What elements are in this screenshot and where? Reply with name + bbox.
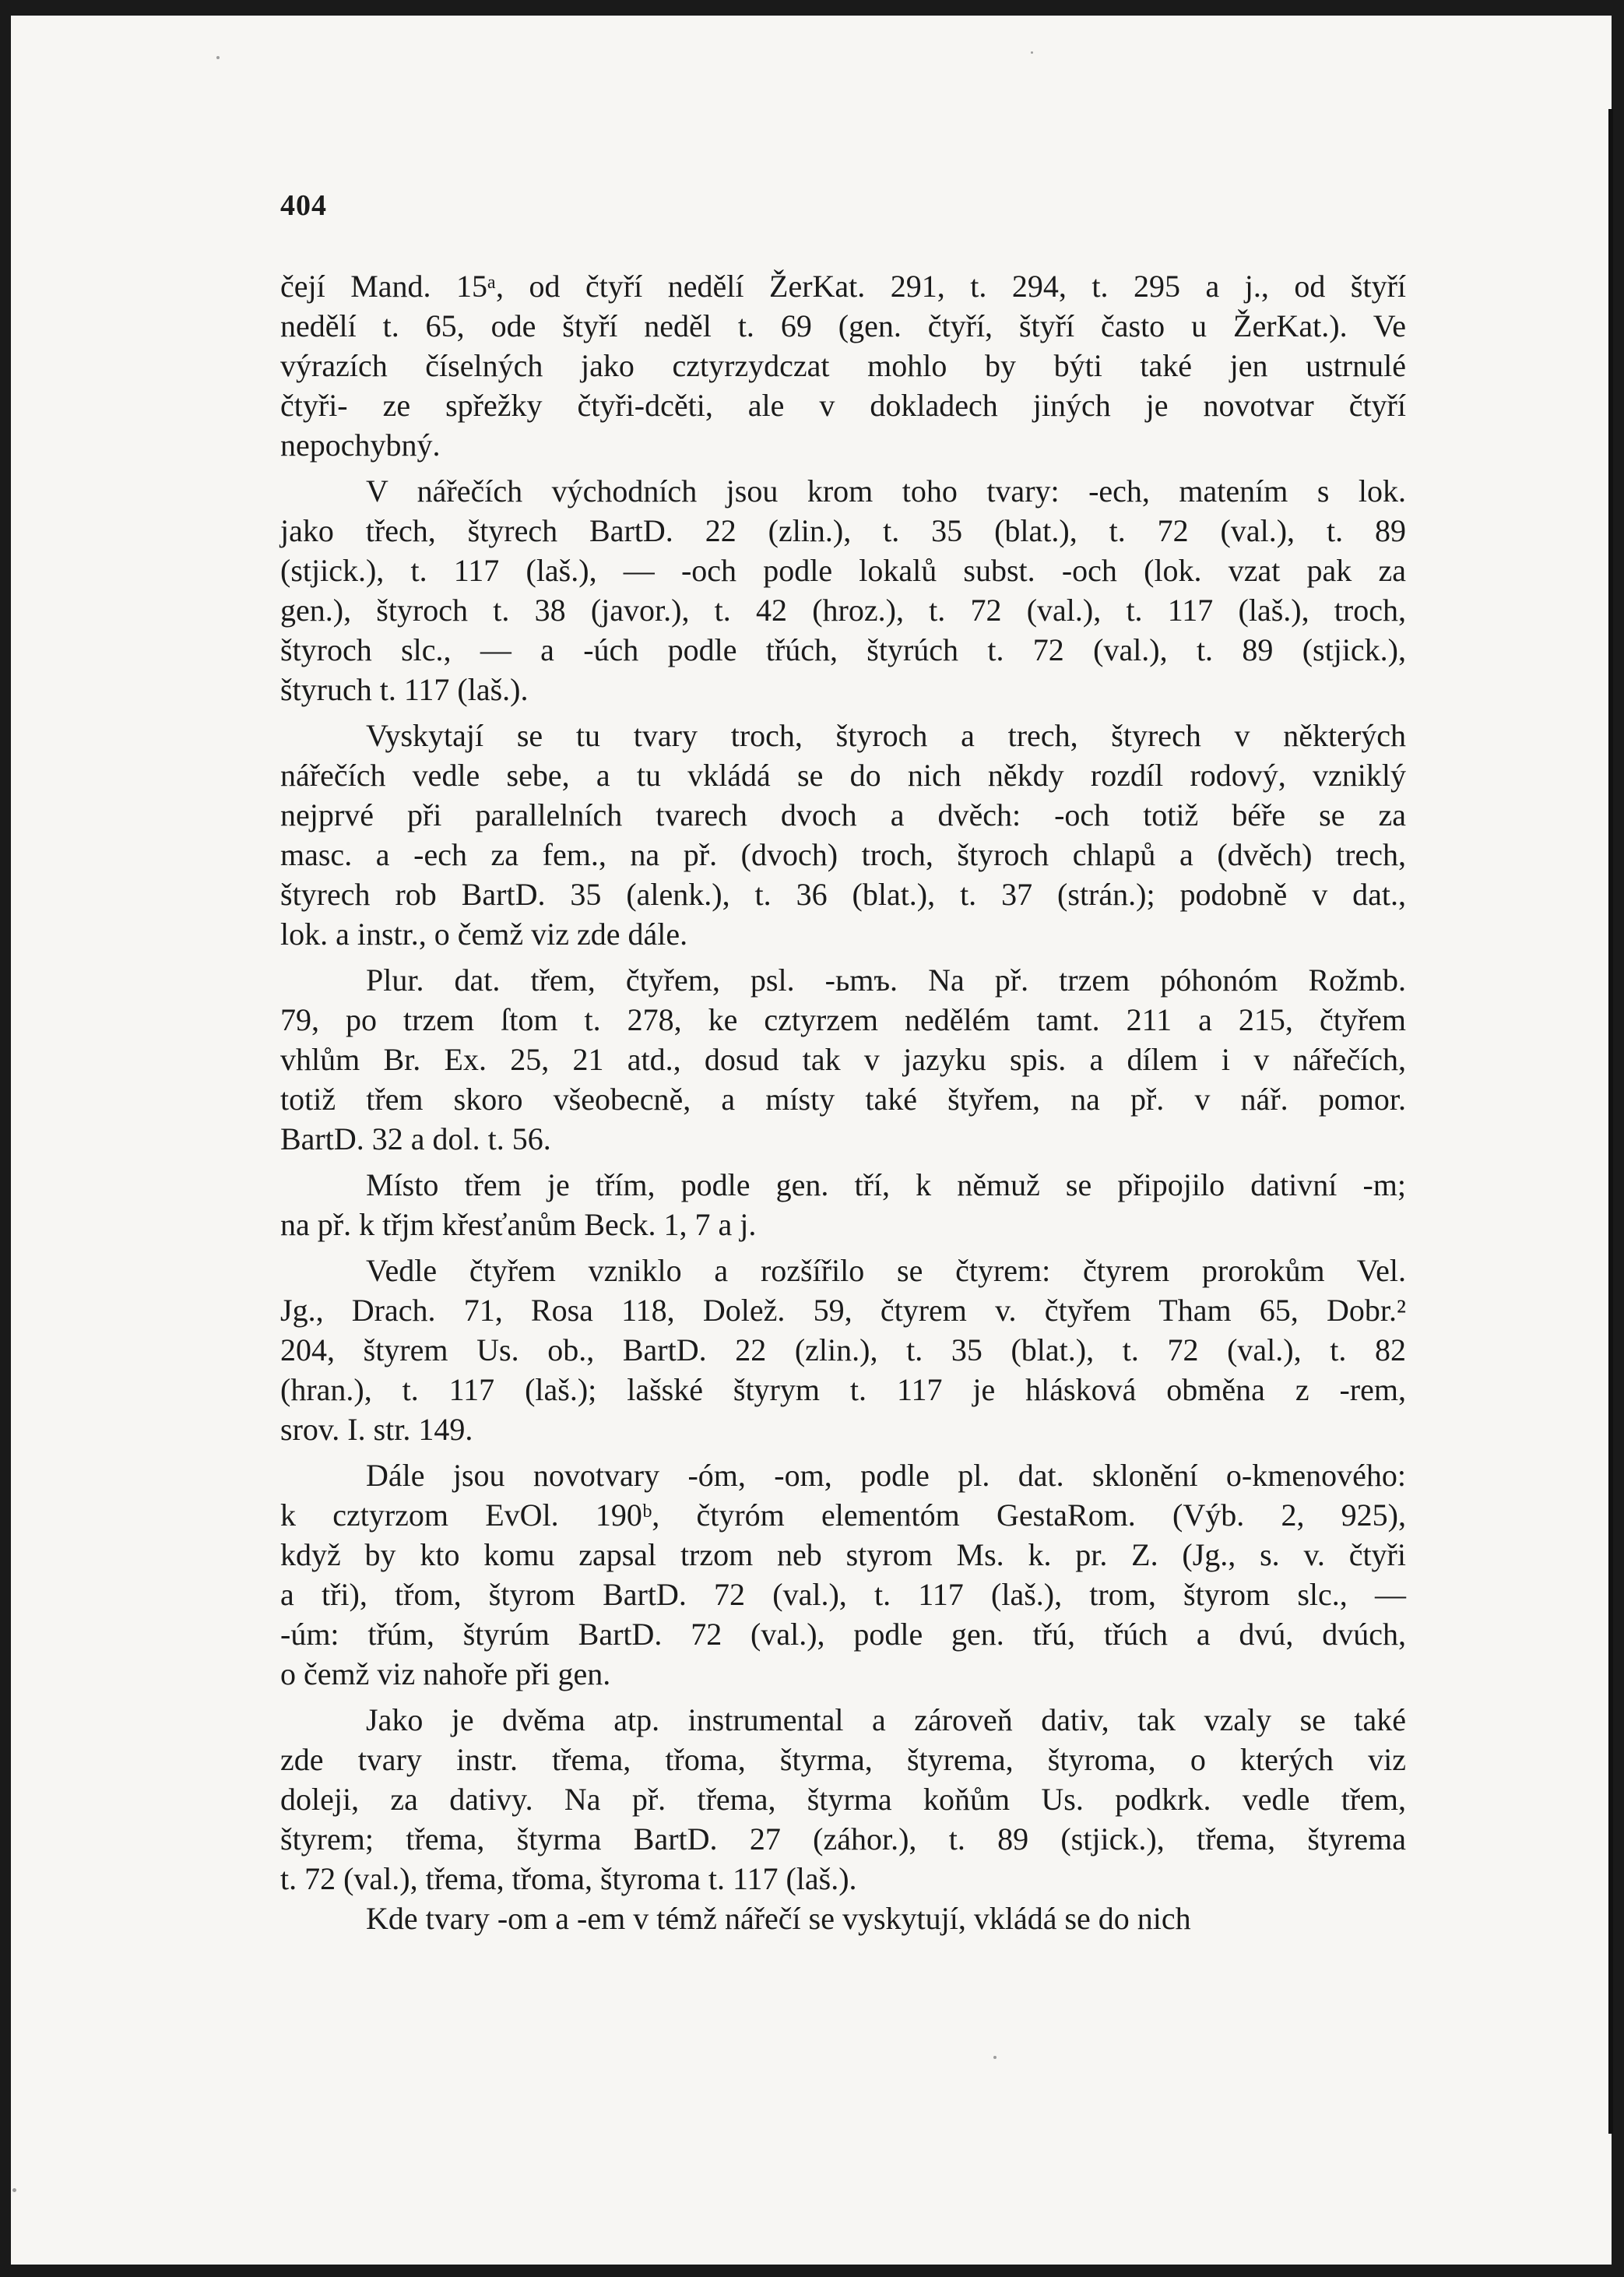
text-line: a tři), třom, štyrom BartD. 72 (val.), t. 117 (laš.), trom, štyrom slc., — [280, 1577, 1406, 1612]
text-line: Jg., Drach. 71, Rosa 118, Dolež. 59, čtyrem v. čtyřem Tham 65, Dobr.² [280, 1293, 1406, 1328]
text-line: totiž třem skoro všeobecně, a místy také štyřem, na př. v nář. pomor. [280, 1082, 1406, 1117]
text-line: (stjick.), t. 117 (laš.), — -och podle lokalů subst. -och (lok. vzat pak za [280, 553, 1406, 588]
text-line: čejí Mand. 15ᵃ, od čtyří nedělí ŽerKat. 291, t. 294, t. 295 a j., od štyří [280, 269, 1406, 304]
text-line: na př. k třjm křesťanům Beck. 1, 7 a j. [280, 1207, 757, 1242]
text-line: vhlům Br. Ex. 25, 21 atd., dosud tak v jazyku spis. a dílem i v nářečích, [280, 1042, 1406, 1077]
text-line: Vedle čtyřem vzniklo a rozšířilo se čtyrem: čtyrem prorokům Vel. [366, 1253, 1406, 1288]
text-line: (hran.), t. 117 (laš.); lašské štyrym t. 117 je hlásková obměna z -rem, [280, 1372, 1406, 1407]
text-line: Jako je dvěma atp. instrumental a zároveň dativ, tak vzaly se také [366, 1702, 1406, 1737]
text-line: Kde tvary -om a -em v témž nářečí se vyskytují, vkládá se do nich [366, 1901, 1191, 1936]
text-line: štyroch slc., — a -úch podle třúch, štyrúch t. 72 (val.), t. 89 (stjick.), [280, 632, 1406, 667]
scan-edge [1608, 109, 1613, 2134]
text-line: jako třech, štyrech BartD. 22 (zlin.), t. 35 (blat.), t. 72 (val.), t. 89 [280, 513, 1406, 548]
text-line: lok. a instr., o čemž viz zde dále. [280, 917, 688, 952]
text-line: štyruch t. 117 (laš.). [280, 672, 529, 707]
text-line: gen.), štyroch t. 38 (javor.), t. 42 (hroz.), t. 72 (val.), t. 117 (laš.), troch, [280, 593, 1406, 628]
text-line: nejprvé při parallelních tvarech dvoch a dvěch: -och totiž béře se za [280, 797, 1406, 832]
text-line: nářečích vedle sebe, a tu vkládá se do nich někdy rozdíl rodový, vzniklý [280, 758, 1406, 793]
text-line: BartD. 32 a dol. t. 56. [280, 1121, 551, 1156]
paper-speck [216, 56, 220, 59]
text-line: Dále jsou novotvary -óm, -om, podle pl. dat. sklonění o-kmenového: [366, 1458, 1406, 1493]
paper-speck [1031, 51, 1033, 54]
paper-speck [993, 2056, 997, 2059]
text-line: když by kto komu zapsal trzom neb styrom Ms. k. pr. Z. (Jg., s. v. čtyři [280, 1537, 1406, 1572]
text-line: k cztyrzom EvOl. 190ᵇ, čtyróm elementóm GestaRom. (Výb. 2, 925), [280, 1497, 1406, 1533]
paper-speck [12, 2188, 16, 2192]
text-line: výrazích číselných jako cztyrzydczat mohlo by býti také jen ustrnulé [280, 348, 1406, 383]
text-line: -úm: třúm, štyrúm BartD. 72 (val.), podle gen. třú, třúch a dvú, dvúch, [280, 1617, 1406, 1652]
text-line: Vyskytají se tu tvary troch, štyroch a trech, štyrech v některých [366, 718, 1406, 753]
body-text [280, 266, 1406, 1938]
text-line: 79, po trzem ſtom t. 278, ke cztyrzem nedělém tamt. 211 a 215, čtyřem [280, 1002, 1406, 1037]
text-line: štyrech rob BartD. 35 (alenk.), t. 36 (blat.), t. 37 (strán.); podobně v dat., [280, 877, 1406, 912]
text-line: nedělí t. 65, ode štyří neděl t. 69 (gen. čtyří, štyří často u ŽerKat.). Ve [280, 308, 1406, 343]
book-page [11, 16, 1612, 2265]
text-line: Plur. dat. třem, čtyřem, psl. -ьmъ. Na př. trzem póhonóm Rožmb. [366, 963, 1406, 998]
text-line: srov. I. str. 149. [280, 1412, 473, 1447]
page-number: 404 [280, 189, 327, 222]
text-line: V nářečích východních jsou krom toho tvary: -ech, matením s lok. [366, 473, 1406, 509]
text-line: t. 72 (val.), třema, třoma, štyroma t. 117 (laš.). [280, 1861, 857, 1896]
text-line: o čemž viz nahoře při gen. [280, 1656, 611, 1691]
text-line: nepochybný. [280, 428, 441, 463]
text-line: masc. a -ech za fem., na př. (dvoch) troch, štyroch chlapů a (dvěch) trech, [280, 837, 1406, 872]
text-line: čtyři- ze spřežky čtyři-dcěti, ale v dokladech jiných je novotvar čtyří [280, 388, 1406, 423]
text-line: štyrem; třema, štyrma BartD. 27 (záhor.), t. 89 (stjick.), třema, štyrema [280, 1821, 1406, 1856]
text-line: zde tvary instr. třema, třoma, štyrma, štyrema, štyroma, o kterých viz [280, 1742, 1406, 1777]
text-line: 204, štyrem Us. ob., BartD. 22 (zlin.), t. 35 (blat.), t. 72 (val.), t. 82 [280, 1332, 1406, 1367]
text-line: doleji, za dativy. Na př. třema, štyrma koňům Us. podkrk. vedle třem, [280, 1782, 1406, 1817]
text-line: Místo třem je třím, podle gen. tří, k němuž se připojilo dativní -m; [366, 1167, 1406, 1202]
